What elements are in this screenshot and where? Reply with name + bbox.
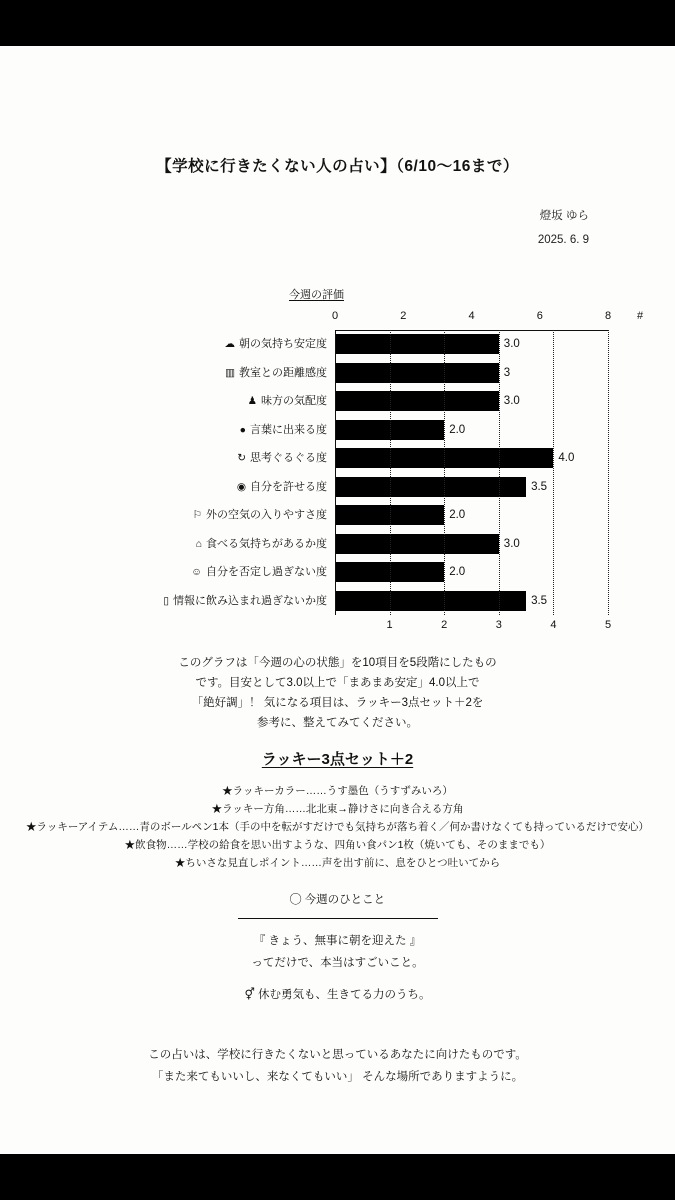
phone-icon: ▯ bbox=[163, 594, 169, 607]
hitokoto-heading: ◯ 今週のひとこと bbox=[289, 894, 386, 906]
chart-bottom-axis bbox=[335, 619, 612, 635]
top-axis-tick: 4 bbox=[468, 310, 475, 322]
chart-title: 今週の評価 bbox=[289, 289, 344, 301]
document-date: 2025. 6. 9 bbox=[537, 234, 589, 246]
lucky-set-list bbox=[0, 782, 675, 872]
bottom-axis-tick: 2 bbox=[441, 619, 448, 631]
mirror-icon: ☺ bbox=[191, 566, 202, 578]
chart-row-label-text: 食べる気持ちがあるか度 bbox=[206, 537, 327, 550]
chart-bar-value: 3.0 bbox=[503, 395, 520, 407]
description-line: このグラフは「今週の心の状態」を10項目を5段階にしたもの bbox=[178, 657, 497, 669]
author-name: 燈坂 ゆら bbox=[539, 210, 589, 222]
chart-bar bbox=[335, 363, 499, 383]
bottom-axis-tick: 5 bbox=[604, 619, 612, 631]
chart-bar-value: 3 bbox=[503, 366, 511, 379]
chart-bar-value: 2.0 bbox=[449, 423, 466, 436]
chart-description bbox=[0, 653, 675, 733]
chart-baseline bbox=[335, 330, 608, 331]
top-axis-tick: 8 bbox=[604, 310, 612, 322]
chart-row-label-text: 外の空気の入りやすさ度 bbox=[206, 509, 327, 521]
chart-gridline bbox=[553, 330, 554, 615]
chart-row bbox=[192, 501, 608, 530]
lucky-item: ★ラッキーカラー……うす墨色（うすずみいろ） bbox=[222, 785, 453, 797]
hitokoto-footer: ⚥ 休む勇気も、生きてる力のうち。 bbox=[244, 989, 431, 1001]
chart-row bbox=[239, 416, 608, 445]
lucky-item: ★ちいさな見直しポイント……声を出す前に、息をひとつ吐いてから bbox=[174, 857, 501, 869]
chart-bar bbox=[335, 391, 499, 411]
chart-row-label bbox=[117, 334, 335, 354]
lucky-item: ★ラッキー方角……北北東→静けさに向き合える方角 bbox=[211, 803, 464, 815]
chart-row-label-text: 朝の気持ち安定度 bbox=[239, 338, 327, 350]
chart-bar-value: 2.0 bbox=[449, 566, 466, 578]
chart-bar bbox=[335, 334, 499, 354]
chart-row bbox=[224, 330, 608, 359]
chart-row-label-text: 言葉に出来る度 bbox=[250, 423, 327, 436]
divider bbox=[238, 918, 438, 919]
chart-gridline bbox=[499, 330, 500, 615]
lucky-set-heading: ラッキー3点セット＋2 bbox=[261, 751, 414, 768]
chart-bar-value: 3.0 bbox=[503, 338, 520, 350]
bottom-axis-tick: 3 bbox=[495, 619, 502, 631]
speech-bubble-icon: ◯ bbox=[289, 894, 302, 906]
chart-row bbox=[163, 587, 608, 616]
chart-gridline bbox=[390, 330, 391, 615]
chart-row bbox=[237, 444, 608, 473]
footer-line: この占いは、学校に行きたくないと思っているあなたに向けたものです。 bbox=[148, 1049, 527, 1061]
chart-bar-value: 2.0 bbox=[449, 509, 466, 521]
chart-bar-value: 3.0 bbox=[503, 537, 520, 550]
chart-row-label-text: 自分を許せる度 bbox=[250, 480, 327, 493]
description-line: です。目安として3.0以上で「まあまあ安定」4.0以上で bbox=[195, 677, 480, 689]
chart-row-label-text: 情報に飲み込まれ過ぎないか度 bbox=[173, 594, 327, 607]
chart-bar bbox=[335, 477, 526, 497]
lucky-item: ★飲食物……学校の給食を思い出すような、四角い食パン1枚（焼いても、そのままでも） bbox=[124, 839, 551, 851]
chart-row bbox=[225, 359, 608, 388]
document-footer bbox=[0, 1044, 675, 1088]
meal-icon: ⌂ bbox=[195, 537, 202, 550]
hitokoto-line: 『 きょう、無事に朝を迎えた 』 bbox=[253, 935, 422, 947]
description-line: 「絶好調」！ 気になる項目は、ラッキー3点セット＋2を bbox=[191, 697, 484, 709]
chart-bar bbox=[335, 534, 499, 554]
chart-row-label bbox=[117, 477, 335, 497]
chart-row-label-text: 教室との距離感度 bbox=[239, 366, 327, 379]
byline bbox=[389, 204, 589, 252]
bottom-axis-tick: 4 bbox=[550, 619, 557, 631]
hitokoto-body bbox=[0, 930, 675, 974]
top-axis-tick: 0 bbox=[331, 310, 339, 322]
chart-top-axis bbox=[331, 310, 644, 326]
chart-bar-value: 3.5 bbox=[531, 594, 548, 607]
chart-row-label bbox=[117, 505, 335, 525]
chart-bar-value: 3.5 bbox=[531, 480, 548, 493]
chart-row-label bbox=[117, 391, 335, 411]
chart-row-label bbox=[117, 562, 335, 582]
chart-row bbox=[191, 558, 608, 587]
document-sheet bbox=[0, 46, 675, 1154]
chart-gridline bbox=[608, 330, 609, 615]
bulb-icon: ⚥ bbox=[244, 989, 255, 1001]
top-axis-tick: 6 bbox=[536, 310, 543, 322]
chart-gridline bbox=[444, 330, 445, 615]
chart-plot-area bbox=[163, 310, 644, 631]
chart-row-label bbox=[117, 448, 335, 468]
chart-row-label bbox=[117, 534, 335, 554]
evaluation-bar-chart bbox=[120, 306, 644, 636]
footer-line: 「また来てもいいし、来なくてもいい」 そんな場所でありますように。 bbox=[151, 1071, 524, 1083]
top-axis-tick: 2 bbox=[400, 310, 407, 322]
door-icon: ▥ bbox=[225, 366, 235, 379]
chart-row-label bbox=[117, 591, 335, 611]
chart-row bbox=[236, 473, 608, 502]
chart-row bbox=[247, 387, 608, 416]
top-axis-end-label: # bbox=[636, 310, 644, 322]
heart-icon: ◉ bbox=[236, 480, 246, 493]
chart-gridline bbox=[335, 330, 336, 615]
chart-row-label-text: 思考ぐるぐる度 bbox=[250, 452, 327, 464]
chart-bar bbox=[335, 591, 526, 611]
bottom-axis-tick: 1 bbox=[386, 619, 393, 631]
chart-bar-value: 4.0 bbox=[558, 452, 575, 464]
description-line: 参考に、整えてみてください。 bbox=[257, 717, 418, 729]
chart-row-label bbox=[117, 420, 335, 440]
loop-icon: ↻ bbox=[237, 452, 246, 464]
page-title: 【学校に行きたくない人の占い】（6/10〜16まで） bbox=[156, 158, 519, 175]
chart-row bbox=[195, 530, 608, 559]
hitokoto-line: ってだけで、本当はすごいこと。 bbox=[251, 957, 424, 969]
speech-icon: ● bbox=[239, 423, 246, 436]
lucky-item: ★ラッキーアイテム……青のボールペン1本（手の中を転がすだけでも気持ちが落ち着く／何か書けなくても持っているだけで安心） bbox=[26, 821, 649, 833]
chart-row-label bbox=[117, 363, 335, 383]
chart-row-label-text: 味方の気配度 bbox=[261, 395, 327, 407]
window-icon: ⚐ bbox=[192, 509, 202, 521]
chart-row-label-text: 自分を否定し過ぎない度 bbox=[206, 566, 327, 578]
person-icon: ♟ bbox=[247, 395, 257, 407]
sunrise-icon: ☁ bbox=[224, 338, 235, 350]
